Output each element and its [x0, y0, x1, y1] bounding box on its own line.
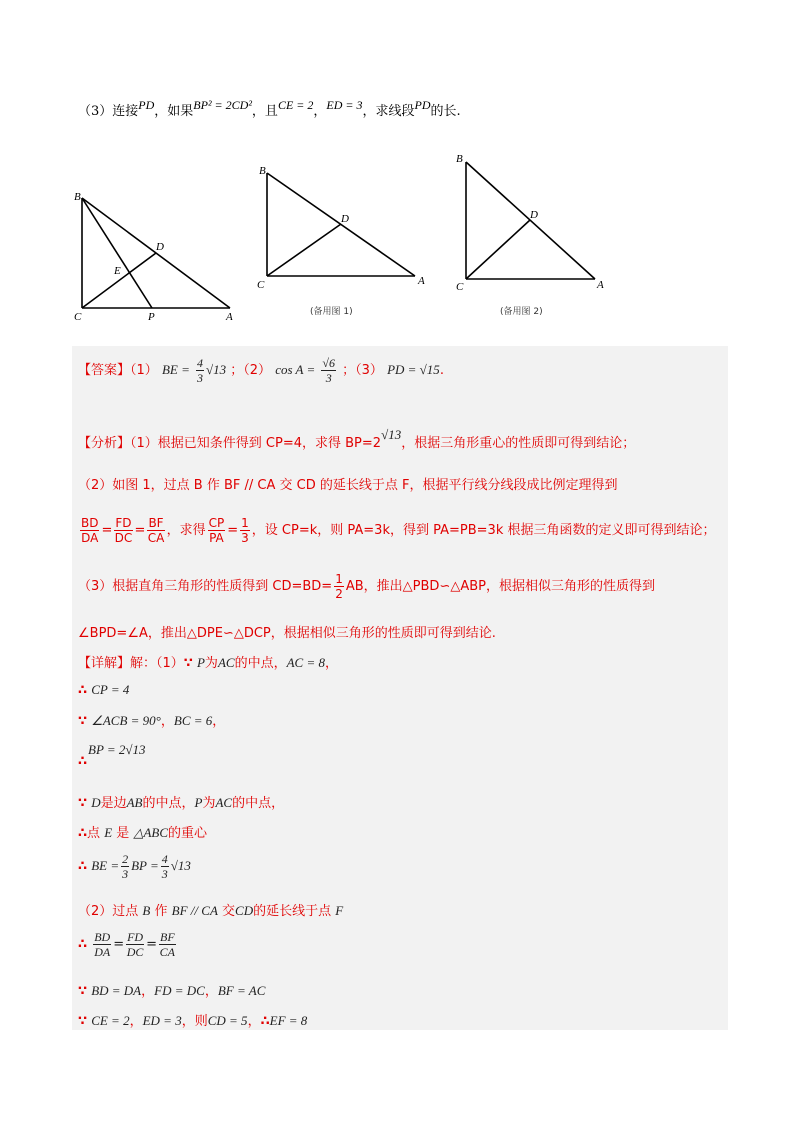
math-text: CD [235, 903, 254, 918]
detail-line-6 [78, 822, 207, 841]
answer-tag: 【答案】 [78, 363, 131, 378]
detail-tag: 【详解】解：（1） [78, 656, 184, 671]
question-text: ，如果 [154, 104, 194, 119]
fraction-den: 3 [122, 867, 129, 881]
answer-part: . [439, 363, 444, 378]
fraction-den: 3 [161, 867, 168, 881]
detail-text: 的中点， [232, 796, 285, 811]
detail-line-10 [78, 980, 265, 999]
fraction-den: DA [94, 945, 111, 959]
geometry-figures [60, 148, 740, 338]
math-text: AC [217, 655, 235, 670]
caption-spare-1: (备用图 1) [310, 307, 353, 317]
math-text: ∠ACB = 90° [91, 713, 161, 728]
fraction-num: 2 [122, 852, 129, 866]
analysis-text: （1）根据已知条件得到 CP=4，求得 BP=2 [130, 436, 382, 451]
math-text: △ABC [133, 825, 169, 840]
because-symbol: ∵ [78, 796, 88, 811]
analysis-text: ，根据三角形重心的性质即可得到结论； [401, 436, 636, 451]
fraction-den: PA [209, 531, 224, 545]
fraction-den: DA [81, 531, 99, 545]
math-text: F [335, 903, 344, 918]
detail-text: ， [212, 714, 226, 729]
math-text: BF // CA [171, 903, 218, 918]
fraction-num: 4 [196, 356, 203, 370]
math-text: P [196, 655, 205, 670]
fraction [159, 930, 176, 959]
segment-pd: PD [414, 98, 431, 112]
question-prefix: （3）连接 [78, 104, 139, 119]
detail-text: 的重心 [168, 826, 208, 841]
math-text: BP = [131, 858, 159, 873]
detail-line-4 [78, 742, 146, 758]
fraction-num: FD [115, 516, 132, 530]
analysis-text: （3）根据直角三角形的性质得到 CD=BD= [78, 579, 333, 594]
because-symbol: ∵ [78, 714, 88, 729]
answer-line [78, 356, 444, 385]
label-c: C [456, 281, 464, 293]
fraction [321, 356, 336, 385]
analysis-line-4 [78, 572, 655, 601]
analysis-line-2: （2）如图 1，过点 B 作 BF // CA 交 CD 的延长线于点 F，根据平行线分线段成比例定理得到 [78, 478, 618, 493]
label-a: A [418, 275, 425, 287]
label-p: P [148, 311, 155, 323]
fraction [121, 852, 129, 881]
analysis-line-3: $\frac{BD}{DA}$ = $\frac{FD}{DC}$ = $\frac{BF}{CA}$ ，求得 $\frac{CP}{PA}$ = $\frac{1}{3}$ ，设 CP=k，则 PA=3k，得到 PA=PB=3k 根据三角函数的定义即可得到结论； [81, 516, 716, 545]
therefore-symbol: ∴ [78, 683, 88, 698]
fraction [240, 516, 250, 545]
fraction-den: CA [159, 945, 175, 959]
root-13: √13 [381, 427, 402, 442]
detail-text: 是 [116, 826, 130, 841]
label-b: B [259, 165, 266, 177]
detail-line-2 [78, 682, 129, 698]
question-text: ，且 [251, 104, 278, 119]
label-c: C [74, 311, 82, 323]
therefore-symbol: ∴ [78, 826, 88, 841]
math-text: BD = DA [91, 983, 142, 998]
fraction [208, 516, 226, 545]
math-text: BE = [91, 858, 120, 873]
fraction [80, 516, 99, 545]
detail-text: 为 [204, 656, 218, 671]
fraction-num: FD [127, 930, 144, 944]
label-d: D [530, 209, 538, 221]
fraction-num: BD [94, 930, 111, 944]
label-a: A [597, 279, 604, 291]
answer-part: ；（3） [342, 363, 383, 378]
analysis-tag: 【分析】 [78, 436, 131, 451]
fraction [126, 930, 144, 959]
fraction-den: DC [114, 531, 133, 545]
detail-line-4b [78, 754, 87, 769]
detail-line-7 [78, 852, 191, 881]
therefore-symbol: ∴ [78, 937, 88, 952]
math-text: EF = 8 [269, 1013, 308, 1028]
detail-text: 作 [154, 904, 168, 919]
math-text: AB [126, 795, 143, 810]
label-b: B [456, 153, 463, 165]
detail-text: 点 [87, 826, 101, 841]
answer-pd: PD = √15 [387, 362, 440, 377]
detail-text: 的中点， [142, 796, 195, 811]
fraction-num: CP [208, 516, 225, 530]
math-text: CE = 2 [91, 1013, 130, 1028]
because-symbol: ∵ [183, 656, 193, 671]
math-text: ED = 3 [142, 1013, 182, 1028]
detail-text: 交 [222, 904, 236, 919]
fraction-den: DC [126, 945, 144, 959]
root-13: √13 [205, 362, 227, 377]
detail-text: ， [129, 1014, 143, 1029]
therefore-symbol: ∴ [78, 859, 88, 874]
fraction [93, 930, 111, 959]
label-b: B [74, 191, 81, 203]
fraction-den: 2 [335, 587, 343, 601]
math-text: BP = 2√13 [88, 742, 146, 757]
detail-text: ，则 [181, 1014, 208, 1029]
math-text: BC = 6 [173, 713, 213, 728]
fraction-num: 1 [241, 516, 249, 530]
analysis-text: AB，推出△PBD∽△ABP，根据相似三角形的性质得到 [345, 579, 655, 594]
math-text: AC = 8 [286, 655, 325, 670]
math-text: BF = AC [217, 983, 266, 998]
fraction [147, 516, 164, 545]
answer-be: BE = [161, 362, 190, 377]
detail-line-9: ∴ $\frac{BD}{DA}$ = $\frac{FD}{DC}$ = $\frac{BF}{CA}$ [78, 930, 175, 959]
analysis-line-5: ∠BPD=∠A，推出△DPE∽△DCP，根据相似三角形的性质即可得到结论. [78, 626, 496, 641]
detail-text: 的延长线于点 [253, 904, 332, 919]
label-a: A [226, 311, 233, 323]
math-text: CD = 5 [207, 1013, 248, 1028]
therefore-symbol: ∴ [78, 754, 88, 769]
fraction-num: 1 [335, 572, 343, 586]
label-e: E [114, 265, 121, 277]
segment-pd: PD [138, 98, 155, 112]
condition-ed: ED = 3 [326, 98, 363, 112]
detail-text: ， [141, 984, 155, 999]
condition-bp: BP² = 2CD² [193, 98, 252, 112]
math-text: E [104, 825, 113, 840]
because-symbol: ∵ [78, 1014, 88, 1029]
analysis-text: ，求得 [166, 523, 206, 538]
main-figure [82, 198, 230, 308]
detail-text: ， [160, 714, 174, 729]
question-text: ， [313, 104, 327, 119]
fraction-den: 3 [325, 371, 332, 385]
answer-cos: cos A = [275, 362, 316, 377]
label-d: D [341, 213, 349, 225]
detail-line-8 [78, 900, 343, 919]
therefore-symbol: ∴ [260, 1014, 270, 1029]
because-symbol: ∵ [78, 984, 88, 999]
fraction-num: 4 [161, 852, 168, 866]
caption-spare-2: (备用图 2) [500, 307, 543, 317]
fraction [114, 516, 132, 545]
detail-text: ， [324, 656, 338, 671]
fraction-num: √6 [322, 356, 335, 370]
math-text: D [91, 795, 101, 810]
detail-text: 的中点， [234, 656, 287, 671]
analysis-text: ，设 CP=k，则 PA=3k，得到 PA=PB=3k 根据三角函数的定义即可得到结论； [251, 523, 716, 538]
fraction-den: CA [147, 531, 165, 545]
condition-ce: CE = 2 [277, 98, 314, 112]
detail-text: 为 [202, 796, 216, 811]
label-d: D [156, 241, 164, 253]
fraction-num: BD [81, 516, 99, 530]
question-text: 的长. [430, 104, 461, 119]
question-text: ，求线段 [362, 104, 415, 119]
math-text: FD = DC [154, 983, 205, 998]
math-text: B [142, 903, 151, 918]
fraction-den: 3 [241, 531, 249, 545]
question-3 [78, 100, 461, 119]
detail-text: ， [247, 1014, 261, 1029]
fraction [334, 572, 344, 601]
figures [60, 148, 740, 338]
math-text: CP = 4 [91, 682, 130, 697]
detail-text: （2）过点 [78, 904, 139, 919]
answer-part: （1） [130, 363, 158, 378]
label-c: C [257, 279, 265, 291]
detail-text: ， [204, 984, 218, 999]
math-text: AC [215, 795, 233, 810]
answer-part: ；（2） [230, 363, 272, 378]
detail-line-5 [78, 792, 284, 811]
fraction-num: BF [160, 930, 175, 944]
detail-line-11 [78, 1010, 307, 1029]
math-text: P [194, 795, 203, 810]
root-13: √13 [170, 858, 191, 873]
detail-line-3 [78, 710, 225, 729]
fraction [161, 852, 169, 881]
detail-text: 是边 [100, 796, 127, 811]
fraction-den: 3 [196, 371, 203, 385]
fraction [196, 356, 204, 385]
fraction-num: BF [148, 516, 164, 530]
detail-line-1 [78, 652, 338, 671]
analysis-line-1 [78, 427, 636, 451]
